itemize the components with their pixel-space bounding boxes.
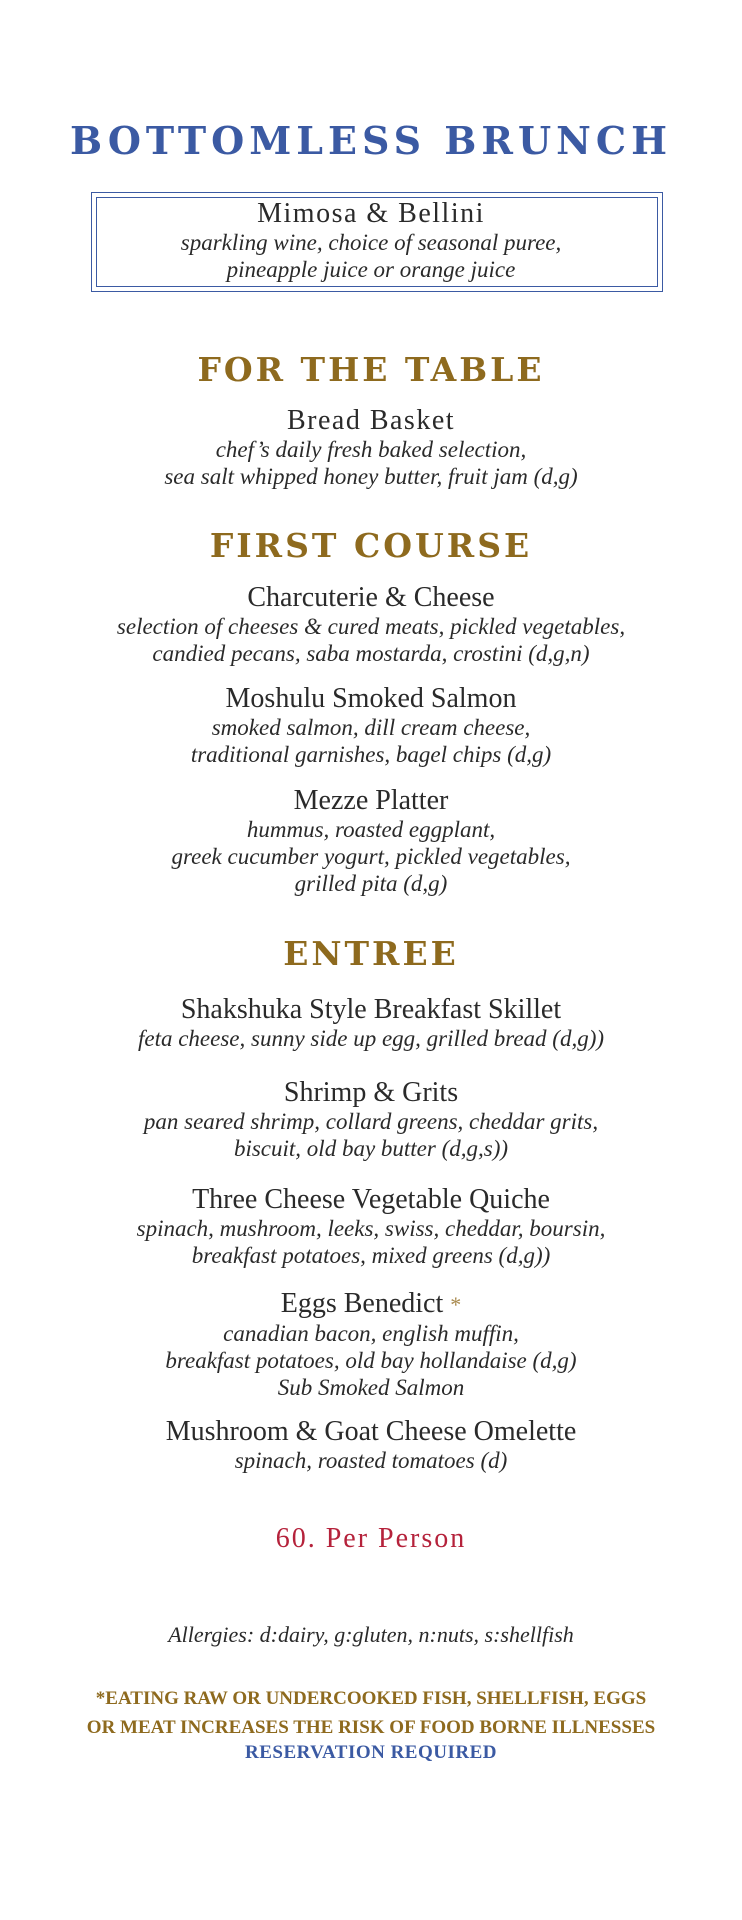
menu-item — [0, 1185, 742, 1269]
item-desc-line: traditional garnishes, bagel chips (d,g) — [190, 742, 552, 767]
item-desc-line: grilled pita (d,g) — [294, 871, 448, 896]
item-desc-line: sea salt whipped honey butter, fruit jam (d,g) — [164, 464, 578, 489]
item-desc-line: selection of cheeses & cured meats, pickled vegetables, — [116, 614, 626, 639]
item-desc-line: greek cucumber yogurt, pickled vegetables, — [171, 844, 571, 869]
item-name: Three Cheese Vegetable Quiche — [192, 1184, 550, 1215]
drink-item — [0, 199, 742, 283]
menu-item — [0, 1289, 742, 1401]
item-name-row — [0, 1289, 742, 1320]
item-desc-line: feta cheese, sunny side up egg, grilled bread (d,g)) — [137, 1026, 605, 1051]
item-name: Shakshuka Style Breakfast Skillet — [180, 994, 562, 1025]
reservation-required: RESERVATION REQUIRED — [245, 1742, 497, 1763]
item-desc-line: pineapple juice or orange juice — [226, 257, 516, 282]
item-desc-line: Sub Smoked Salmon — [277, 1375, 465, 1400]
item-name: Bread Basket — [286, 405, 456, 436]
menu-item — [0, 786, 742, 897]
item-desc-line: candied pecans, saba mostarda, crostini (d,g,n) — [152, 641, 590, 666]
item-desc-line: pan seared shrimp, collard greens, cheddar grits, — [143, 1109, 599, 1134]
item-desc-line: spinach, roasted tomatoes (d) — [234, 1448, 508, 1473]
item-name: Mushroom & Goat Cheese Omelette — [165, 1416, 577, 1447]
section-title-entree: ENTREE — [283, 934, 459, 973]
item-desc-line: sparkling wine, choice of seasonal puree, — [180, 230, 562, 255]
item-desc-line: biscuit, old bay butter (d,g,s)) — [233, 1136, 509, 1161]
item-name: Shrimp & Grits — [283, 1077, 459, 1108]
menu-item — [0, 1417, 742, 1474]
menu-item — [0, 1078, 742, 1162]
item-desc-line: breakfast potatoes, old bay hollandaise (d,g) — [165, 1348, 577, 1373]
warning-line: OR MEAT INCREASES THE RISK OF FOOD BORNE ILLNESSES — [86, 1717, 656, 1738]
consumer-warning — [0, 1684, 742, 1764]
item-name: Charcuterie & Cheese — [247, 582, 495, 613]
menu-item — [0, 406, 742, 490]
menu-item — [0, 583, 742, 667]
item-desc-line: breakfast potatoes, mixed greens (d,g)) — [191, 1243, 551, 1268]
item-desc-line: smoked salmon, dill cream cheese, — [211, 715, 531, 740]
item-name: Mimosa & Bellini — [257, 198, 485, 229]
allergies-note: Allergies: d:dairy, g:gluten, n:nuts, s:shellfish — [168, 1622, 574, 1647]
item-name: Mezze Platter — [293, 785, 449, 816]
item-name: Eggs Benedict — [280, 1288, 444, 1319]
menu-title: BOTTOMLESS BRUNCH — [70, 118, 672, 163]
item-desc-line: hummus, roasted eggplant, — [246, 817, 496, 842]
item-desc-line: spinach, mushroom, leeks, swiss, cheddar, boursin, — [136, 1216, 606, 1241]
menu-item — [0, 684, 742, 768]
warning-line: *EATING RAW OR UNDERCOOKED FISH, SHELLFISH, EGGS — [95, 1688, 647, 1709]
raw-food-marker: * — [450, 1292, 462, 1317]
item-desc-line: canadian bacon, english muffin, — [223, 1321, 519, 1346]
section-title-for-the-table: FOR THE TABLE — [197, 350, 545, 389]
section-title-first-course: FIRST COURSE — [209, 526, 533, 565]
item-name: Moshulu Smoked Salmon — [225, 683, 517, 714]
price: 60. Per Person — [275, 1523, 467, 1554]
menu-item — [0, 995, 742, 1052]
item-desc-line: chef’s daily fresh baked selection, — [215, 437, 527, 462]
